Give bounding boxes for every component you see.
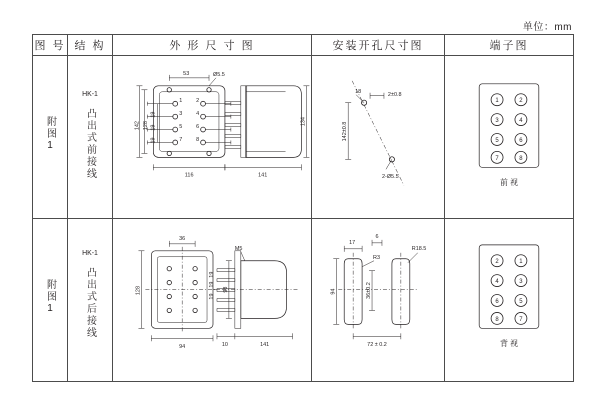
- pin-3: 3: [179, 111, 183, 118]
- terminal-2: 2: [495, 259, 499, 266]
- r2-dim-128: 128: [135, 286, 142, 296]
- row2-outline-cell: [113, 219, 312, 382]
- row1-model-label: HK-1: [82, 90, 98, 98]
- r2-dim-94: 94: [179, 344, 186, 351]
- r2-dim-10: 10: [221, 342, 228, 349]
- r2m-dim-r185: R18.5: [411, 245, 427, 252]
- dim-dia55: Ø5.5: [212, 71, 225, 78]
- row2-terminal-cell: [445, 219, 574, 382]
- terminal-4: 4: [495, 279, 499, 286]
- table-header-row: [33, 35, 574, 56]
- header-outline: 外 形 尺 寸 图: [113, 35, 312, 56]
- r2-dim-M5: M5: [234, 245, 243, 252]
- r2m-dim-36tol: 36±0.2: [366, 282, 373, 299]
- row1-terminal-drawing: [445, 56, 573, 218]
- row1-no-label: 附图1: [44, 116, 56, 153]
- r2-dim-19-a: 19: [208, 271, 215, 278]
- dim-128: 128: [142, 121, 149, 131]
- r2-dim-19-b: 19: [208, 281, 215, 288]
- terminal-3: 3: [519, 279, 523, 286]
- row2-terminal-caption: 背 视: [499, 339, 519, 349]
- header-terminal: 端子图: [445, 35, 574, 56]
- terminal-2: 2: [519, 98, 523, 105]
- dim-141: 141: [258, 172, 268, 179]
- pin-6: 6: [196, 124, 200, 131]
- r2m-dim-72tol: 72 ± 0.2: [367, 342, 387, 349]
- terminal-1: 1: [519, 259, 523, 266]
- unit-note: 单位：mm: [522, 22, 572, 33]
- row2-terminal-drawing: [445, 219, 573, 381]
- row1-structure-label: 凸出式前接线: [84, 108, 96, 180]
- dim-2dia55: 2-Ø5.5: [381, 174, 399, 181]
- terminal-6: 6: [495, 298, 499, 305]
- pin-5: 5: [179, 124, 183, 131]
- pin-8: 8: [196, 136, 200, 143]
- row1-outline-cell: [113, 56, 312, 219]
- table-row: [33, 219, 574, 382]
- terminal-7: 7: [519, 316, 523, 323]
- row2-no-cell: [33, 219, 68, 382]
- row1-no-cell: [33, 56, 68, 219]
- dim-19-b: 19: [150, 124, 157, 131]
- header-no: 图 号: [33, 35, 68, 56]
- pin-7: 7: [179, 136, 183, 143]
- dim-142: 142: [134, 121, 141, 131]
- terminal-1: 1: [495, 98, 499, 105]
- row1-structure-cell: [68, 56, 113, 219]
- header-structure: 结 构: [68, 35, 113, 56]
- r2m-dim-6: 6: [375, 233, 379, 240]
- dim-18: 18: [355, 88, 362, 95]
- r2-dim-36: 36: [179, 235, 186, 242]
- terminal-7: 7: [495, 155, 499, 162]
- r2-dim-19-c: 19: [208, 293, 215, 300]
- row2-structure-cell: [68, 219, 113, 382]
- r2m-dim-17: 17: [349, 239, 356, 246]
- row2-no-label: 附图1: [44, 279, 56, 316]
- dim-53: 53: [183, 70, 190, 77]
- row2-mounting-cell: [312, 219, 445, 382]
- row1-mounting-cell: [312, 56, 445, 219]
- r2-dim-141: 141: [260, 342, 270, 349]
- row2-mounting-drawing: [312, 219, 444, 381]
- row2-structure-label: 凸出式后接线: [84, 267, 96, 339]
- header-mounting: 安装开孔尺寸图: [312, 35, 445, 56]
- row1-terminal-cell: [445, 56, 574, 219]
- pin-4: 4: [196, 111, 200, 118]
- pin-1: 1: [179, 98, 183, 105]
- dim-19-a: 19: [150, 111, 157, 118]
- r2m-dim-r3: R3: [373, 254, 381, 261]
- terminal-6: 6: [519, 137, 523, 144]
- terminal-5: 5: [519, 298, 523, 305]
- row1-outline-drawing: [113, 56, 311, 218]
- dim-2tol: 2±0.8: [387, 91, 402, 98]
- row2-outline-drawing: [113, 219, 311, 381]
- dim-116: 116: [184, 172, 194, 179]
- dim-142tol: 142±0.8: [342, 121, 349, 142]
- r2m-dim-94: 94: [330, 288, 337, 295]
- terminal-3: 3: [495, 118, 499, 125]
- row1-terminal-caption: 前 视: [499, 178, 519, 188]
- dim-19-c: 19: [150, 137, 157, 144]
- row2-model-label: HK-1: [82, 249, 98, 257]
- terminal-5: 5: [495, 137, 499, 144]
- terminal-4: 4: [519, 118, 523, 125]
- terminal-8: 8: [519, 155, 523, 162]
- row1-mounting-drawing: [312, 56, 444, 218]
- terminal-8: 8: [495, 316, 499, 323]
- table-row: [33, 56, 574, 219]
- r2-dim-98: 98: [222, 286, 229, 293]
- dim-134: 134: [300, 117, 307, 127]
- drawing-table: [32, 34, 574, 382]
- pin-2: 2: [196, 98, 200, 105]
